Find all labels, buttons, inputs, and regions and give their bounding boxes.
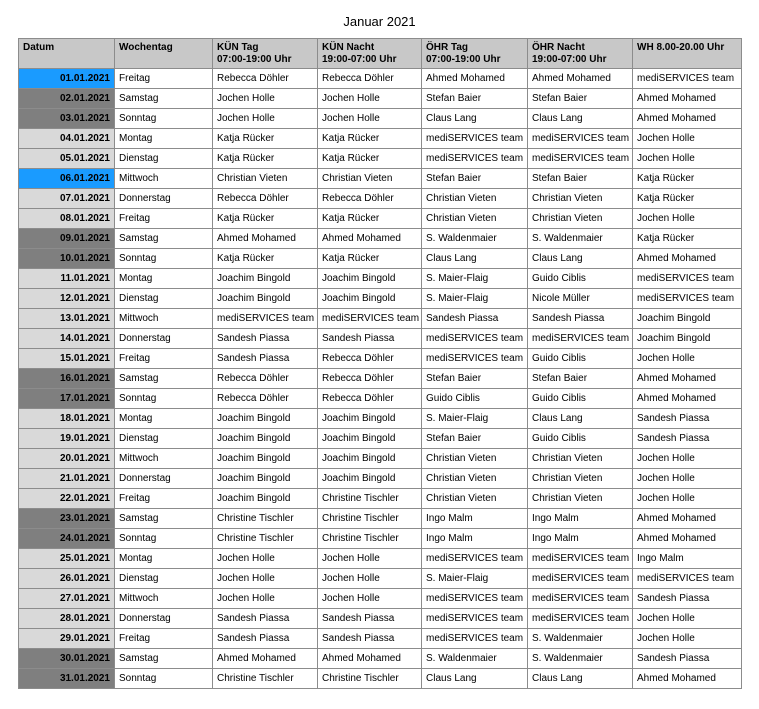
- kun-tag-cell: Joachim Bingold: [213, 429, 318, 449]
- table-row: [19, 309, 742, 329]
- wh-cell: Ingo Malm: [633, 549, 742, 569]
- kun-nacht-cell: Katja Rücker: [318, 209, 422, 229]
- kun-tag-cell: Jochen Holle: [213, 569, 318, 589]
- weekday-cell: Dienstag: [115, 429, 213, 449]
- column-header-kun-tag: KÜN Tag 07:00-19:00 Uhr: [213, 39, 318, 69]
- wh-cell: Sandesh Piassa: [633, 409, 742, 429]
- weekday-cell: Mittwoch: [115, 449, 213, 469]
- table-row: [19, 349, 742, 369]
- kun-nacht-cell: Jochen Holle: [318, 549, 422, 569]
- weekday-cell: Freitag: [115, 209, 213, 229]
- wh-cell: Ahmed Mohamed: [633, 509, 742, 529]
- date-cell: 25.01.2021: [19, 549, 115, 569]
- kun-nacht-cell: Sandesh Piassa: [318, 329, 422, 349]
- ohr-nacht-cell: Christian Vieten: [528, 449, 633, 469]
- kun-tag-cell: Ahmed Mohamed: [213, 649, 318, 669]
- weekday-cell: Mittwoch: [115, 169, 213, 189]
- date-cell: 13.01.2021: [19, 309, 115, 329]
- wh-cell: Jochen Holle: [633, 149, 742, 169]
- kun-nacht-cell: Rebecca Döhler: [318, 369, 422, 389]
- kun-nacht-cell: Sandesh Piassa: [318, 629, 422, 649]
- kun-nacht-cell: Christine Tischler: [318, 529, 422, 549]
- ohr-nacht-cell: Sandesh Piassa: [528, 309, 633, 329]
- date-cell: 08.01.2021: [19, 209, 115, 229]
- table-row: [19, 269, 742, 289]
- weekday-cell: Freitag: [115, 629, 213, 649]
- kun-nacht-cell: Jochen Holle: [318, 89, 422, 109]
- ohr-tag-cell: S. Waldenmaier: [422, 229, 528, 249]
- ohr-tag-cell: mediSERVICES team: [422, 349, 528, 369]
- date-cell: 02.01.2021: [19, 89, 115, 109]
- ohr-nacht-cell: Stefan Baier: [528, 369, 633, 389]
- wh-cell: Jochen Holle: [633, 129, 742, 149]
- kun-tag-cell: Christian Vieten: [213, 169, 318, 189]
- weekday-cell: Samstag: [115, 89, 213, 109]
- kun-nacht-cell: Rebecca Döhler: [318, 69, 422, 89]
- table-row: [19, 529, 742, 549]
- ohr-nacht-cell: S. Waldenmaier: [528, 629, 633, 649]
- kun-tag-cell: Jochen Holle: [213, 549, 318, 569]
- kun-tag-cell: Jochen Holle: [213, 589, 318, 609]
- ohr-nacht-cell: mediSERVICES team: [528, 589, 633, 609]
- date-cell: 23.01.2021: [19, 509, 115, 529]
- ohr-tag-cell: S. Maier-Flaig: [422, 409, 528, 429]
- date-cell: 12.01.2021: [19, 289, 115, 309]
- ohr-tag-cell: S. Maier-Flaig: [422, 289, 528, 309]
- wh-cell: Joachim Bingold: [633, 329, 742, 349]
- kun-tag-cell: Jochen Holle: [213, 109, 318, 129]
- ohr-nacht-cell: Stefan Baier: [528, 89, 633, 109]
- date-cell: 27.01.2021: [19, 589, 115, 609]
- ohr-nacht-cell: mediSERVICES team: [528, 549, 633, 569]
- weekday-cell: Samstag: [115, 509, 213, 529]
- kun-nacht-cell: Christine Tischler: [318, 509, 422, 529]
- weekday-cell: Samstag: [115, 649, 213, 669]
- ohr-tag-cell: S. Waldenmaier: [422, 649, 528, 669]
- ohr-tag-cell: Sandesh Piassa: [422, 309, 528, 329]
- kun-tag-cell: Christine Tischler: [213, 509, 318, 529]
- wh-cell: Ahmed Mohamed: [633, 89, 742, 109]
- ohr-nacht-cell: Ahmed Mohamed: [528, 69, 633, 89]
- table-row: [19, 429, 742, 449]
- ohr-nacht-cell: Guido Ciblis: [528, 269, 633, 289]
- date-cell: 14.01.2021: [19, 329, 115, 349]
- table-row: [19, 109, 742, 129]
- kun-tag-cell: Rebecca Döhler: [213, 389, 318, 409]
- kun-tag-cell: Joachim Bingold: [213, 409, 318, 429]
- wh-cell: Jochen Holle: [633, 609, 742, 629]
- kun-nacht-cell: Katja Rücker: [318, 249, 422, 269]
- kun-tag-cell: Sandesh Piassa: [213, 329, 318, 349]
- ohr-nacht-cell: Claus Lang: [528, 109, 633, 129]
- table-row: [19, 609, 742, 629]
- weekday-cell: Montag: [115, 409, 213, 429]
- kun-nacht-cell: Christine Tischler: [318, 669, 422, 689]
- kun-tag-cell: Katja Rücker: [213, 129, 318, 149]
- roster-table: [18, 38, 742, 689]
- wh-cell: Joachim Bingold: [633, 309, 742, 329]
- kun-nacht-cell: Christine Tischler: [318, 489, 422, 509]
- wh-cell: Ahmed Mohamed: [633, 369, 742, 389]
- table-row: [19, 629, 742, 649]
- weekday-cell: Montag: [115, 269, 213, 289]
- weekday-cell: Samstag: [115, 369, 213, 389]
- weekday-cell: Mittwoch: [115, 589, 213, 609]
- kun-tag-cell: Joachim Bingold: [213, 269, 318, 289]
- weekday-cell: Sonntag: [115, 109, 213, 129]
- ohr-tag-cell: mediSERVICES team: [422, 329, 528, 349]
- table-row: [19, 89, 742, 109]
- weekday-cell: Donnerstag: [115, 609, 213, 629]
- weekday-cell: Samstag: [115, 229, 213, 249]
- date-cell: 30.01.2021: [19, 649, 115, 669]
- kun-nacht-cell: Christian Vieten: [318, 169, 422, 189]
- ohr-tag-cell: Christian Vieten: [422, 449, 528, 469]
- ohr-nacht-cell: Christian Vieten: [528, 189, 633, 209]
- ohr-tag-cell: mediSERVICES team: [422, 129, 528, 149]
- kun-tag-cell: Joachim Bingold: [213, 469, 318, 489]
- date-cell: 28.01.2021: [19, 609, 115, 629]
- kun-tag-cell: Rebecca Döhler: [213, 69, 318, 89]
- table-row: [19, 209, 742, 229]
- ohr-nacht-cell: S. Waldenmaier: [528, 229, 633, 249]
- weekday-cell: Montag: [115, 129, 213, 149]
- date-cell: 10.01.2021: [19, 249, 115, 269]
- ohr-tag-cell: Stefan Baier: [422, 169, 528, 189]
- column-header-kun-nacht: KÜN Nacht 19:00-07:00 Uhr: [318, 39, 422, 69]
- kun-nacht-cell: Jochen Holle: [318, 569, 422, 589]
- ohr-tag-cell: Claus Lang: [422, 109, 528, 129]
- column-header-ohr-nacht: ÖHR Nacht 19:00-07:00 Uhr: [528, 39, 633, 69]
- weekday-cell: Sonntag: [115, 529, 213, 549]
- weekday-cell: Sonntag: [115, 669, 213, 689]
- table-row: [19, 289, 742, 309]
- table-row: [19, 249, 742, 269]
- kun-nacht-cell: Katja Rücker: [318, 149, 422, 169]
- date-cell: 15.01.2021: [19, 349, 115, 369]
- header-row: [19, 39, 742, 69]
- date-cell: 05.01.2021: [19, 149, 115, 169]
- wh-cell: mediSERVICES team: [633, 569, 742, 589]
- table-row: [19, 369, 742, 389]
- kun-tag-cell: Sandesh Piassa: [213, 629, 318, 649]
- ohr-nacht-cell: Christian Vieten: [528, 469, 633, 489]
- kun-nacht-cell: Joachim Bingold: [318, 289, 422, 309]
- date-cell: 29.01.2021: [19, 629, 115, 649]
- kun-nacht-cell: Ahmed Mohamed: [318, 229, 422, 249]
- date-cell: 16.01.2021: [19, 369, 115, 389]
- ohr-tag-cell: Christian Vieten: [422, 189, 528, 209]
- weekday-cell: Donnerstag: [115, 329, 213, 349]
- ohr-tag-cell: mediSERVICES team: [422, 549, 528, 569]
- wh-cell: mediSERVICES team: [633, 269, 742, 289]
- weekday-cell: Dienstag: [115, 569, 213, 589]
- ohr-tag-cell: Christian Vieten: [422, 469, 528, 489]
- roster-body: [19, 69, 742, 689]
- wh-cell: Ahmed Mohamed: [633, 109, 742, 129]
- ohr-tag-cell: mediSERVICES team: [422, 149, 528, 169]
- table-row: [19, 229, 742, 249]
- weekday-cell: Montag: [115, 549, 213, 569]
- ohr-tag-cell: Christian Vieten: [422, 489, 528, 509]
- ohr-nacht-cell: Claus Lang: [528, 409, 633, 429]
- ohr-tag-cell: Guido Ciblis: [422, 389, 528, 409]
- kun-nacht-cell: mediSERVICES team: [318, 309, 422, 329]
- ohr-nacht-cell: Christian Vieten: [528, 209, 633, 229]
- kun-tag-cell: Christine Tischler: [213, 529, 318, 549]
- ohr-tag-cell: S. Maier-Flaig: [422, 269, 528, 289]
- table-row: [19, 649, 742, 669]
- table-row: [19, 469, 742, 489]
- wh-cell: Jochen Holle: [633, 629, 742, 649]
- kun-tag-cell: Christine Tischler: [213, 669, 318, 689]
- ohr-tag-cell: Stefan Baier: [422, 89, 528, 109]
- wh-cell: mediSERVICES team: [633, 69, 742, 89]
- date-cell: 24.01.2021: [19, 529, 115, 549]
- ohr-tag-cell: Ahmed Mohamed: [422, 69, 528, 89]
- table-row: [19, 189, 742, 209]
- kun-tag-cell: Sandesh Piassa: [213, 349, 318, 369]
- kun-nacht-cell: Joachim Bingold: [318, 429, 422, 449]
- date-cell: 20.01.2021: [19, 449, 115, 469]
- table-row: [19, 489, 742, 509]
- ohr-nacht-cell: Christian Vieten: [528, 489, 633, 509]
- wh-cell: Jochen Holle: [633, 469, 742, 489]
- ohr-nacht-cell: Nicole Müller: [528, 289, 633, 309]
- table-row: [19, 449, 742, 469]
- date-cell: 26.01.2021: [19, 569, 115, 589]
- ohr-tag-cell: Stefan Baier: [422, 369, 528, 389]
- ohr-nacht-cell: Stefan Baier: [528, 169, 633, 189]
- wh-cell: Jochen Holle: [633, 449, 742, 469]
- ohr-nacht-cell: Ingo Malm: [528, 509, 633, 529]
- ohr-nacht-cell: Guido Ciblis: [528, 349, 633, 369]
- ohr-tag-cell: mediSERVICES team: [422, 629, 528, 649]
- column-header-wh: WH 8.00-20.00 Uhr: [633, 39, 742, 69]
- ohr-nacht-cell: Guido Ciblis: [528, 389, 633, 409]
- weekday-cell: Donnerstag: [115, 189, 213, 209]
- table-row: [19, 589, 742, 609]
- kun-nacht-cell: Joachim Bingold: [318, 449, 422, 469]
- table-row: [19, 669, 742, 689]
- kun-nacht-cell: Rebecca Döhler: [318, 189, 422, 209]
- wh-cell: Ahmed Mohamed: [633, 249, 742, 269]
- kun-nacht-cell: Sandesh Piassa: [318, 609, 422, 629]
- column-header-wochentag: Wochentag: [115, 39, 213, 69]
- date-cell: 21.01.2021: [19, 469, 115, 489]
- weekday-cell: Freitag: [115, 349, 213, 369]
- kun-nacht-cell: Joachim Bingold: [318, 469, 422, 489]
- date-cell: 31.01.2021: [19, 669, 115, 689]
- kun-tag-cell: Rebecca Döhler: [213, 189, 318, 209]
- kun-nacht-cell: Rebecca Döhler: [318, 349, 422, 369]
- date-cell: 22.01.2021: [19, 489, 115, 509]
- ohr-tag-cell: Stefan Baier: [422, 429, 528, 449]
- ohr-tag-cell: Claus Lang: [422, 249, 528, 269]
- kun-nacht-cell: Jochen Holle: [318, 109, 422, 129]
- table-row: [19, 409, 742, 429]
- wh-cell: Ahmed Mohamed: [633, 669, 742, 689]
- kun-tag-cell: Joachim Bingold: [213, 289, 318, 309]
- kun-nacht-cell: Joachim Bingold: [318, 409, 422, 429]
- date-cell: 19.01.2021: [19, 429, 115, 449]
- weekday-cell: Donnerstag: [115, 469, 213, 489]
- ohr-tag-cell: Claus Lang: [422, 669, 528, 689]
- kun-tag-cell: Katja Rücker: [213, 209, 318, 229]
- weekday-cell: Dienstag: [115, 149, 213, 169]
- kun-tag-cell: Katja Rücker: [213, 249, 318, 269]
- wh-cell: Sandesh Piassa: [633, 429, 742, 449]
- ohr-nacht-cell: mediSERVICES team: [528, 129, 633, 149]
- table-row: [19, 569, 742, 589]
- weekday-cell: Dienstag: [115, 289, 213, 309]
- date-cell: 04.01.2021: [19, 129, 115, 149]
- kun-tag-cell: Katja Rücker: [213, 149, 318, 169]
- kun-tag-cell: mediSERVICES team: [213, 309, 318, 329]
- date-cell: 18.01.2021: [19, 409, 115, 429]
- date-cell: 01.01.2021: [19, 69, 115, 89]
- ohr-nacht-cell: S. Waldenmaier: [528, 649, 633, 669]
- table-row: [19, 169, 742, 189]
- kun-tag-cell: Joachim Bingold: [213, 489, 318, 509]
- ohr-tag-cell: Christian Vieten: [422, 209, 528, 229]
- date-cell: 09.01.2021: [19, 229, 115, 249]
- wh-cell: Sandesh Piassa: [633, 649, 742, 669]
- table-row: [19, 69, 742, 89]
- table-row: [19, 509, 742, 529]
- column-header-datum: Datum: [19, 39, 115, 69]
- table-row: [19, 389, 742, 409]
- kun-nacht-cell: Katja Rücker: [318, 129, 422, 149]
- date-cell: 11.01.2021: [19, 269, 115, 289]
- kun-tag-cell: Rebecca Döhler: [213, 369, 318, 389]
- ohr-nacht-cell: mediSERVICES team: [528, 609, 633, 629]
- kun-tag-cell: Ahmed Mohamed: [213, 229, 318, 249]
- ohr-nacht-cell: mediSERVICES team: [528, 149, 633, 169]
- date-cell: 03.01.2021: [19, 109, 115, 129]
- wh-cell: Sandesh Piassa: [633, 589, 742, 609]
- ohr-nacht-cell: mediSERVICES team: [528, 569, 633, 589]
- wh-cell: Katja Rücker: [633, 169, 742, 189]
- ohr-nacht-cell: Claus Lang: [528, 249, 633, 269]
- ohr-tag-cell: Ingo Malm: [422, 509, 528, 529]
- wh-cell: Katja Rücker: [633, 189, 742, 209]
- date-cell: 17.01.2021: [19, 389, 115, 409]
- weekday-cell: Sonntag: [115, 389, 213, 409]
- kun-nacht-cell: Ahmed Mohamed: [318, 649, 422, 669]
- kun-nacht-cell: Jochen Holle: [318, 589, 422, 609]
- weekday-cell: Sonntag: [115, 249, 213, 269]
- weekday-cell: Freitag: [115, 489, 213, 509]
- table-row: [19, 149, 742, 169]
- ohr-nacht-cell: mediSERVICES team: [528, 329, 633, 349]
- table-row: [19, 549, 742, 569]
- weekday-cell: Freitag: [115, 69, 213, 89]
- wh-cell: Jochen Holle: [633, 209, 742, 229]
- ohr-nacht-cell: Ingo Malm: [528, 529, 633, 549]
- ohr-tag-cell: mediSERVICES team: [422, 609, 528, 629]
- wh-cell: Jochen Holle: [633, 349, 742, 369]
- kun-nacht-cell: Rebecca Döhler: [318, 389, 422, 409]
- kun-tag-cell: Joachim Bingold: [213, 449, 318, 469]
- table-row: [19, 129, 742, 149]
- table-row: [19, 329, 742, 349]
- page-title: Januar 2021: [343, 14, 416, 29]
- kun-nacht-cell: Joachim Bingold: [318, 269, 422, 289]
- wh-cell: mediSERVICES team: [633, 289, 742, 309]
- ohr-tag-cell: mediSERVICES team: [422, 589, 528, 609]
- date-cell: 06.01.2021: [19, 169, 115, 189]
- wh-cell: Katja Rücker: [633, 229, 742, 249]
- column-header-ohr-tag: ÖHR Tag 07:00-19:00 Uhr: [422, 39, 528, 69]
- ohr-tag-cell: S. Maier-Flaig: [422, 569, 528, 589]
- wh-cell: Ahmed Mohamed: [633, 389, 742, 409]
- ohr-nacht-cell: Claus Lang: [528, 669, 633, 689]
- ohr-nacht-cell: Guido Ciblis: [528, 429, 633, 449]
- date-cell: 07.01.2021: [19, 189, 115, 209]
- ohr-tag-cell: Ingo Malm: [422, 529, 528, 549]
- kun-tag-cell: Sandesh Piassa: [213, 609, 318, 629]
- wh-cell: Ahmed Mohamed: [633, 529, 742, 549]
- wh-cell: Jochen Holle: [633, 489, 742, 509]
- weekday-cell: Mittwoch: [115, 309, 213, 329]
- kun-tag-cell: Jochen Holle: [213, 89, 318, 109]
